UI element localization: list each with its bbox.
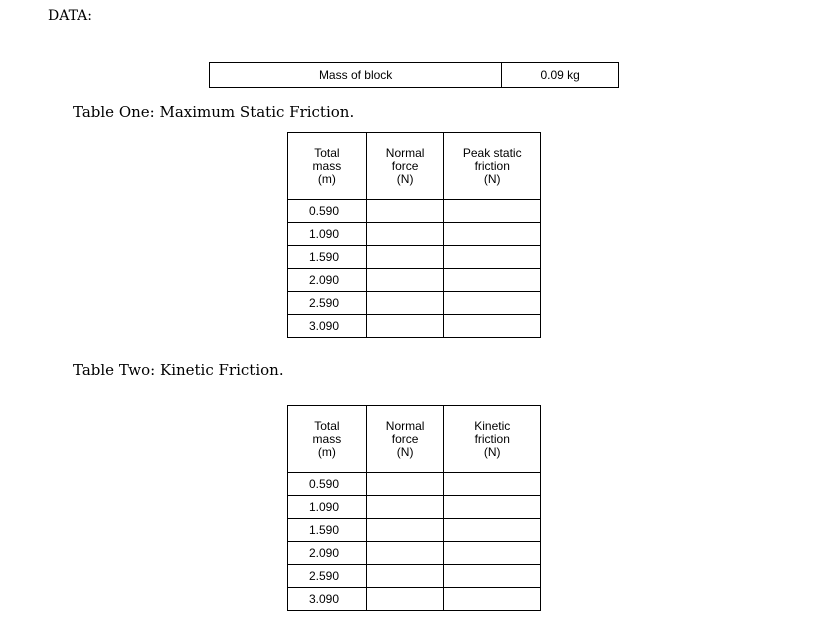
header-line: (N): [396, 444, 414, 459]
kinetic-friction-cell: [444, 496, 541, 519]
normal-force-cell: [366, 473, 444, 496]
table-row: [288, 292, 541, 315]
header-line: force: [391, 431, 419, 446]
total-mass-cell: 0.590: [288, 200, 367, 223]
total-mass-cell: 3.090: [288, 588, 367, 611]
header-line: (N): [396, 171, 414, 186]
table-one: [287, 132, 541, 338]
header-line: (m): [317, 171, 336, 186]
total-mass-cell: 2.090: [288, 542, 367, 565]
kinetic-friction-cell: [444, 565, 541, 588]
table-row: [288, 473, 541, 496]
table-row: [288, 588, 541, 611]
kinetic-friction-cell: [444, 542, 541, 565]
header-line: Total: [314, 418, 340, 433]
header-normal-force: [366, 133, 444, 200]
table-row: [288, 496, 541, 519]
mass-of-block-row: [210, 63, 619, 88]
header-line: friction: [474, 158, 510, 173]
normal-force-cell: [366, 519, 444, 542]
header-line: (N): [483, 444, 501, 459]
table-row: [288, 246, 541, 269]
table-two-header-row: [288, 406, 541, 473]
header-line: mass: [312, 431, 342, 446]
table-row: [288, 565, 541, 588]
peak-static-friction-cell: [444, 223, 541, 246]
normal-force-cell: [366, 565, 444, 588]
header-line: Total: [314, 145, 340, 160]
normal-force-cell: [366, 315, 444, 338]
header-line: Normal: [385, 418, 425, 433]
table-row: [288, 200, 541, 223]
table-one-header-row: [288, 133, 541, 200]
peak-static-friction-cell: [444, 200, 541, 223]
normal-force-cell: [366, 200, 444, 223]
table-row: [288, 315, 541, 338]
header-line: Peak static: [462, 145, 522, 160]
table-two: [287, 405, 541, 611]
normal-force-cell: [366, 223, 444, 246]
normal-force-cell: [366, 269, 444, 292]
table-row: [288, 223, 541, 246]
total-mass-cell: 2.090: [288, 269, 367, 292]
total-mass-cell: 1.590: [288, 519, 367, 542]
header-line: Kinetic: [474, 418, 511, 433]
header-total-mass: [288, 133, 367, 200]
total-mass-cell: 3.090: [288, 315, 367, 338]
table-row: [288, 269, 541, 292]
normal-force-cell: [366, 292, 444, 315]
data-heading: DATA:: [48, 8, 92, 24]
header-line: (m): [317, 444, 336, 459]
total-mass-cell: 2.590: [288, 292, 367, 315]
header-kinetic-friction: [444, 406, 541, 473]
peak-static-friction-cell: [444, 315, 541, 338]
normal-force-cell: [366, 496, 444, 519]
total-mass-cell: 1.090: [288, 496, 367, 519]
mass-of-block-value: 0.09 kg: [502, 63, 619, 88]
peak-static-friction-cell: [444, 246, 541, 269]
total-mass-cell: 0.590: [288, 473, 367, 496]
peak-static-friction-cell: [444, 269, 541, 292]
header-line: friction: [474, 431, 510, 446]
kinetic-friction-cell: [444, 519, 541, 542]
header-total-mass: [288, 406, 367, 473]
total-mass-cell: 1.590: [288, 246, 367, 269]
header-normal-force: [366, 406, 444, 473]
table-row: [288, 542, 541, 565]
kinetic-friction-cell: [444, 473, 541, 496]
normal-force-cell: [366, 588, 444, 611]
kinetic-friction-cell: [444, 588, 541, 611]
normal-force-cell: [366, 246, 444, 269]
header-line: mass: [312, 158, 342, 173]
table-row: [288, 519, 541, 542]
header-line: (N): [483, 171, 501, 186]
header-line: Normal: [385, 145, 425, 160]
total-mass-cell: 1.090: [288, 223, 367, 246]
mass-of-block-table: [209, 62, 619, 88]
mass-of-block-label: Mass of block: [210, 63, 502, 88]
table-two-title: Table Two: Kinetic Friction.: [73, 361, 284, 379]
peak-static-friction-cell: [444, 292, 541, 315]
header-line: force: [391, 158, 419, 173]
normal-force-cell: [366, 542, 444, 565]
table-one-title: Table One: Maximum Static Friction.: [73, 103, 355, 121]
header-peak-static-friction: [444, 133, 541, 200]
total-mass-cell: 2.590: [288, 565, 367, 588]
